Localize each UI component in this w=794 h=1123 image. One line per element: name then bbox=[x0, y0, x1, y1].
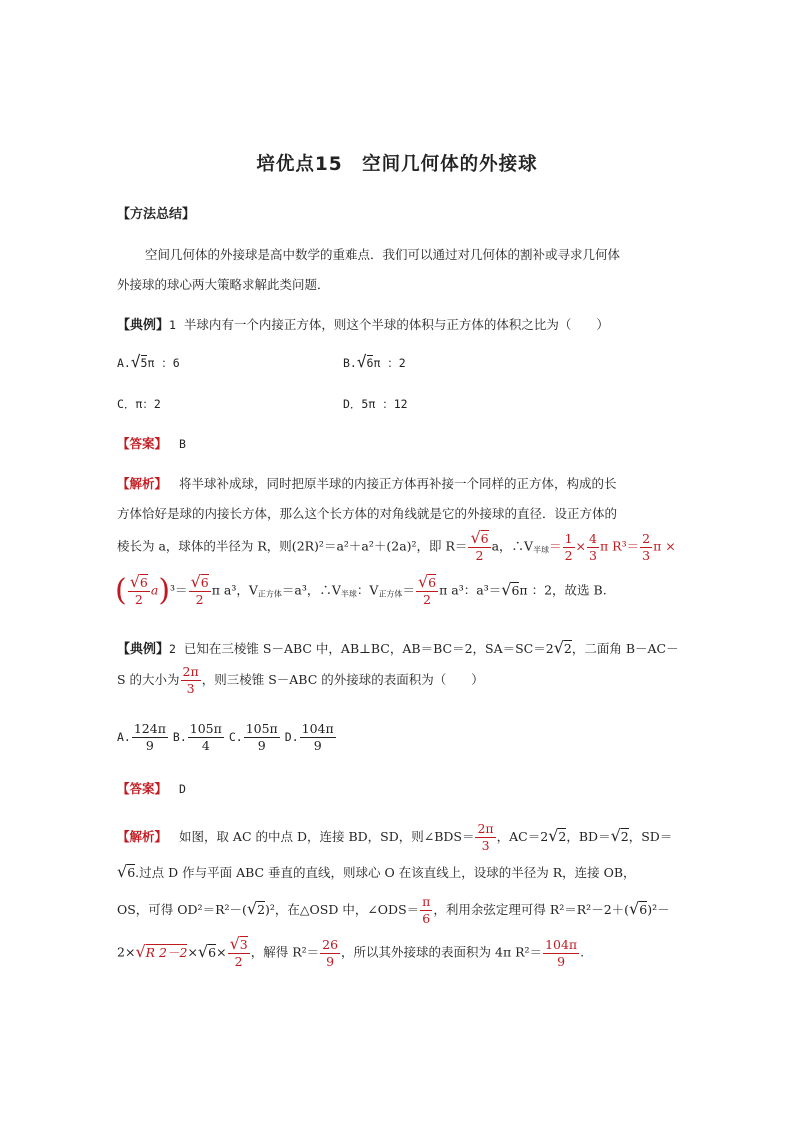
example-label: 【典例】 bbox=[117, 318, 170, 333]
sqrt: √6 bbox=[356, 352, 374, 371]
fraction: $\frac{√6}{2}$ bbox=[470, 528, 489, 563]
sqrt: √R 2－2 bbox=[135, 941, 188, 961]
option-d-fraction: $\frac{104\pi}{9}$ bbox=[301, 721, 334, 753]
example-number: 1 bbox=[169, 318, 176, 332]
fraction: $\frac{2}{3}$ bbox=[642, 530, 651, 563]
fraction: $\frac{4}{3}$ bbox=[589, 530, 597, 563]
fraction: $\frac{\pi}{6}$ bbox=[422, 894, 431, 926]
analysis-label: 【解析】 bbox=[117, 476, 168, 491]
sqrt: √5 bbox=[130, 352, 148, 371]
option-a-fraction: $\frac{124\pi}{9}$ bbox=[133, 721, 166, 753]
analysis-line-3: 棱长为 a，球体的半径为 R，则(2R)²＝a²＋a²＋(2a)²，即 R＝ $\frac{√6}{2}$ a，$\therefore V_{半球}=$ $\frac{1}{2}$ × $\frac{4}{3}$ π R³＝ $\frac{2}{3}$ π × bbox=[117, 528, 676, 563]
answer-value: B bbox=[178, 437, 186, 451]
example-number: 2 bbox=[169, 642, 176, 656]
analysis-2-line-3: OS，可得 OD²＝R²－(√2)²，在△OSD 中，∠ODS＝ $\frac{\pi}{6}$ ，利用余弦定理可得 R²＝R²－2＋(√6)²－ bbox=[117, 894, 670, 926]
answer-value: D bbox=[178, 782, 186, 796]
example-label: 【典例】 bbox=[117, 642, 170, 657]
example-2-question-line-2: S 的大小为 $\frac{2\pi}{3}$ ，则三棱锥 S－ABC 的外接球的表面积为（ ） bbox=[117, 664, 484, 696]
fraction: $\frac{√6}{2}$ bbox=[129, 572, 148, 607]
fraction: $\frac{√3}{2}$ bbox=[229, 934, 248, 969]
question-text: 半球内有一个内接正方体，则这个半球的体积与正方体的体积之比为（ ） bbox=[183, 317, 609, 332]
analysis-label: 【解析】 bbox=[117, 829, 168, 844]
method-heading: 【方法总结】 bbox=[117, 207, 196, 222]
answer-label: 【答案】 bbox=[117, 781, 168, 796]
sqrt: √2 bbox=[246, 899, 266, 918]
fraction: $\frac{√6}{2}$ bbox=[190, 572, 209, 607]
sqrt: √2 bbox=[553, 638, 572, 657]
analysis-line-4: ( $\frac{√6}{2}$ a)³＝ $\frac{√6}{2}$ π a³，$V_{正方体}=a^3$，$\therefore V_{半球}$：$V_{正方体}=$ $\frac{√6}{2}$ π a³：a³＝√6π ：2，故选 B. bbox=[115, 572, 607, 608]
method-line-2: 外接球的球心两大策略求解此类问题． bbox=[117, 277, 330, 292]
fraction: $\frac{26}{9}$ bbox=[322, 936, 339, 969]
analysis-2-line-1: 【解析】 如图，取 AC 的中点 D，连接 BD，SD，则∠BDS＝ $\frac{2\pi}{3}$ ，AC＝2√2，BD＝√2，SD＝ bbox=[117, 821, 673, 853]
fraction: $\frac{2\pi}{3}$ bbox=[477, 821, 494, 853]
option-c-fraction: $\frac{105\pi}{9}$ bbox=[245, 721, 278, 753]
fraction: $\frac{104\pi}{9}$ bbox=[545, 936, 578, 969]
method-line-1: 空间几何体的外接球是高中数学的重难点．我们可以通过对几何体的割补或寻求几何体 bbox=[145, 247, 621, 262]
sqrt: √6 bbox=[629, 899, 648, 918]
example-2-answer bbox=[117, 779, 186, 797]
analysis-line-2: 方体恰好是球的内接长方体，那么这个长方体的对角线就是它的外接球的直径．设正方体的 bbox=[117, 506, 618, 521]
analysis-2-line-2: √6.过点 D 作与平面 ABC 垂直的直线，则球心 O 在该直线上，设球的半径为 R，连接 OB， bbox=[117, 862, 636, 881]
option-c: C．π：2 bbox=[117, 397, 161, 411]
analysis-line-1: 【解析】 将半球补成球，同时把原半球的内接正方体再补接一个同样的正方体，构成的长 bbox=[117, 476, 617, 491]
option-d: D．5π ：12 bbox=[343, 397, 408, 411]
fraction: $\frac{2\pi}{3}$ bbox=[182, 664, 199, 696]
option-b: B.√6π ：2 bbox=[343, 352, 406, 371]
answer-label: 【答案】 bbox=[117, 436, 168, 451]
option-a: A.√5π ：6 bbox=[117, 352, 180, 371]
sqrt: √2 bbox=[610, 826, 629, 845]
example-2-question-line-1: 【典例】2 已知在三棱锥 S－ABC 中，AB⊥BC，AB＝BC＝2，SA＝SC＝2√2，二面角 B－AC－ bbox=[117, 638, 679, 657]
fraction: $\frac{√6}{2}$ bbox=[417, 572, 437, 607]
page-title: 培优点15 空间几何体的外接球 bbox=[256, 154, 538, 175]
sqrt: √6 bbox=[117, 862, 136, 881]
sqrt: √6 bbox=[197, 941, 217, 961]
example-1-question bbox=[117, 314, 609, 333]
analysis-2-line-4: 2×√R 2－2×√6× $\frac{√3}{2}$ ，解得 R²＝ $\frac{26}{9}$ ，所以其外接球的表面积为 4π R²＝ $\frac{104\pi}{9}$ . bbox=[117, 934, 585, 969]
sqrt: √2 bbox=[548, 826, 567, 845]
sqrt: √6 bbox=[501, 579, 520, 599]
example-1-answer bbox=[117, 434, 186, 452]
example-2-options: A. $\frac{124\pi}{9}$ B. $\frac{105\pi}{4}$ C. $\frac{105\pi}{9}$ D. $\frac{104\pi}{9}$ bbox=[117, 721, 334, 753]
fraction: $\frac{1}{2}$ bbox=[564, 530, 573, 563]
option-b-fraction: $\frac{105\pi}{4}$ bbox=[189, 721, 222, 753]
